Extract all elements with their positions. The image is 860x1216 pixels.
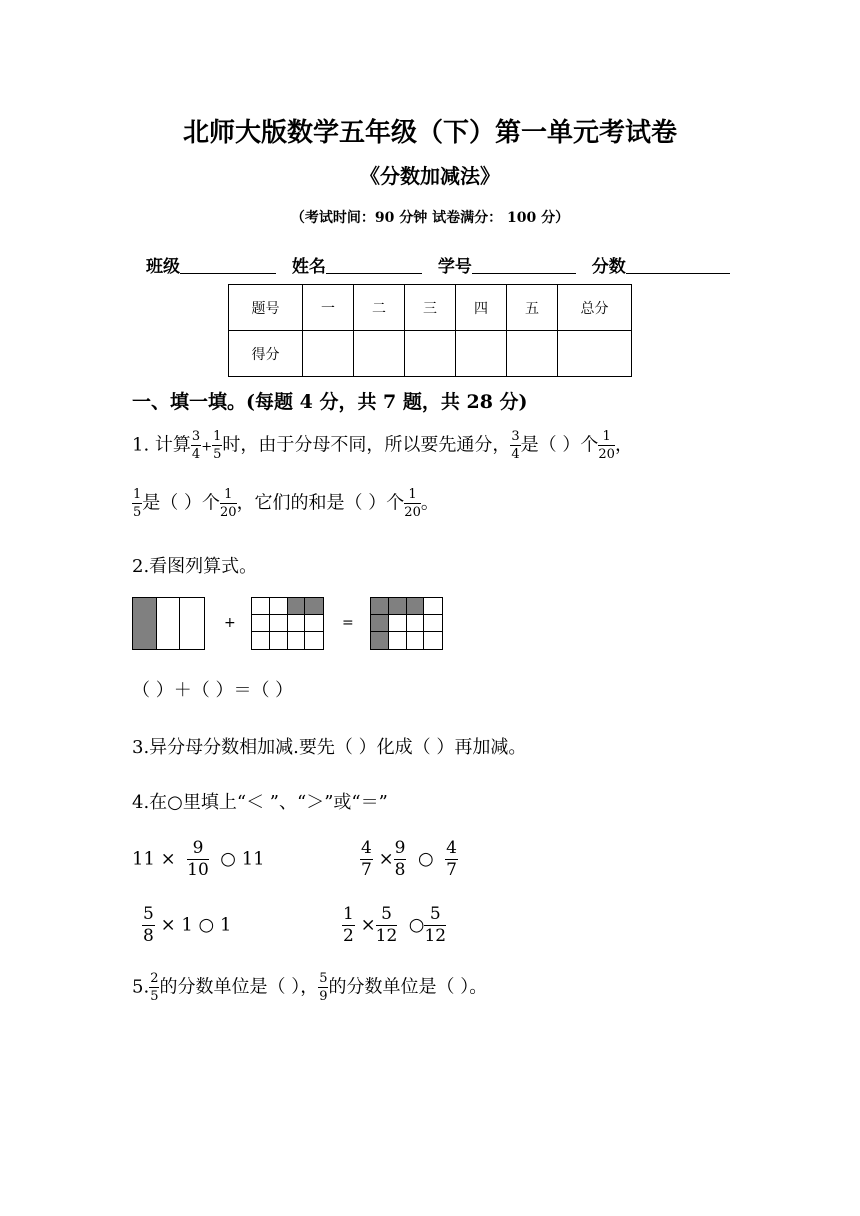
fraction: $\frac{1}{20}$ bbox=[404, 487, 421, 520]
fraction: $\frac{1}{20}$ bbox=[598, 429, 615, 462]
fraction-figure-3 bbox=[370, 597, 443, 650]
score-table-score-row bbox=[229, 331, 632, 377]
fraction: $\frac{1}{2}$ bbox=[343, 904, 354, 946]
figure-cell bbox=[305, 598, 323, 615]
q4a-left: 11 × bbox=[132, 848, 176, 870]
score-cell: 得分 bbox=[229, 331, 303, 377]
figure-cell bbox=[407, 632, 425, 649]
plus-sign: + bbox=[201, 439, 213, 455]
field-blank-name[interactable] bbox=[326, 255, 422, 274]
figure-cell bbox=[424, 615, 442, 632]
figure-plus-sign: + bbox=[224, 615, 236, 631]
figure-cell bbox=[305, 632, 323, 649]
exam-subtitle: 《分数加减法》 bbox=[360, 164, 500, 188]
fraction: $\frac{9}{8}$ bbox=[394, 838, 406, 880]
fraction: $\frac{5}{8}$ bbox=[143, 904, 154, 946]
figure-cell bbox=[270, 598, 288, 615]
question-1-line-1 bbox=[132, 430, 633, 461]
score-input-cell[interactable] bbox=[354, 331, 405, 377]
question-3-text: 3.异分母分数相加减.要先（ ）化成（ ）再加减。 bbox=[132, 737, 527, 758]
fraction: $\frac{2}{5}$ bbox=[150, 971, 159, 1004]
times-sign: × bbox=[378, 848, 394, 870]
score-input-cell[interactable] bbox=[405, 331, 456, 377]
score-input-cell[interactable] bbox=[303, 331, 354, 377]
fraction: $\frac{5}{12}$ bbox=[424, 904, 447, 946]
q4c-rest: × 1 ○ 1 bbox=[160, 914, 232, 936]
exam-title: 北师大版数学五年级（下）第一单元考试卷 bbox=[182, 118, 677, 148]
student-fields bbox=[146, 252, 740, 277]
field-label-score: 分数 bbox=[591, 257, 626, 277]
question-5 bbox=[132, 972, 487, 1003]
figure-cell bbox=[288, 632, 306, 649]
q1-text: 1. 计算 bbox=[132, 434, 191, 456]
section-heading: 一、填一填。(每题 4 分，共 7 题，共 28 分) bbox=[132, 391, 528, 413]
times-sign: × bbox=[360, 914, 376, 936]
question-2-answer: （ ）＋（ ）＝（ ） bbox=[132, 680, 294, 701]
score-cell: 总分 bbox=[558, 285, 632, 331]
figure-cell bbox=[270, 632, 288, 649]
score-cell: 一 bbox=[303, 285, 354, 331]
question-4d bbox=[342, 906, 446, 945]
score-cell: 二 bbox=[354, 285, 405, 331]
fraction-figure-1 bbox=[132, 597, 205, 650]
fraction: $\frac{1}{5}$ bbox=[133, 487, 142, 520]
figure-cell bbox=[157, 598, 181, 649]
fraction: $\frac{4}{7}$ bbox=[361, 838, 372, 880]
score-cell: 五 bbox=[507, 285, 558, 331]
figure-cell bbox=[133, 598, 157, 649]
fraction: $\frac{9}{10}$ bbox=[187, 838, 209, 880]
figure-cell bbox=[371, 598, 389, 615]
fraction: $\frac{1}{20}$ bbox=[220, 487, 237, 520]
field-blank-score[interactable] bbox=[626, 255, 730, 274]
score-input-cell[interactable] bbox=[507, 331, 558, 377]
fraction: $\frac{3}{4}$ bbox=[191, 429, 201, 462]
figure-cell bbox=[389, 598, 407, 615]
field-label-name: 姓名 bbox=[291, 257, 326, 277]
fraction: $\frac{5}{12}$ bbox=[375, 904, 398, 946]
figure-cell bbox=[407, 615, 425, 632]
question-4a bbox=[132, 840, 265, 879]
score-cell: 四 bbox=[456, 285, 507, 331]
figure-cell bbox=[407, 598, 425, 615]
figure-cell bbox=[252, 615, 270, 632]
fraction-figure-2 bbox=[251, 597, 324, 650]
q1-text: 是（ ）个 bbox=[142, 492, 221, 514]
score-input-cell[interactable] bbox=[456, 331, 507, 377]
figure-cell bbox=[180, 598, 204, 649]
figure-cell bbox=[288, 598, 306, 615]
figure-cell bbox=[252, 632, 270, 649]
compare-circle[interactable]: ○ bbox=[408, 914, 425, 936]
figure-cell bbox=[389, 632, 407, 649]
figure-equals-sign: = bbox=[342, 615, 354, 631]
q1-text: 。 bbox=[420, 492, 439, 514]
question-1-line-2 bbox=[132, 488, 439, 519]
exam-info: （考试时间：90 分钟 试卷满分： 100 分） bbox=[290, 210, 570, 226]
question-2-text: 2.看图列算式。 bbox=[132, 556, 258, 577]
q1-text: 时，由于分母不同，所以要先通分， bbox=[222, 434, 511, 456]
fraction: $\frac{3}{4}$ bbox=[511, 429, 520, 462]
question-4b bbox=[360, 840, 458, 879]
score-input-cell[interactable] bbox=[558, 331, 632, 377]
q1-text: 是（ ）个 bbox=[520, 434, 599, 456]
field-label-id: 学号 bbox=[437, 257, 472, 277]
q1-text: ，它们的和是（ ）个 bbox=[236, 492, 405, 514]
question-4-text: 4.在○里填上“＜ ”、“＞”或“＝” bbox=[132, 792, 388, 813]
figure-cell bbox=[371, 615, 389, 632]
field-label-class: 班级 bbox=[146, 257, 180, 277]
score-table-header-row bbox=[229, 285, 632, 331]
q4a-right: ○ 11 bbox=[220, 848, 265, 870]
fraction: $\frac{1}{5}$ bbox=[213, 429, 222, 462]
fraction: $\frac{4}{7}$ bbox=[446, 838, 457, 880]
question-4c bbox=[142, 906, 231, 945]
compare-circle[interactable]: ○ bbox=[417, 848, 434, 870]
figure-cell bbox=[424, 632, 442, 649]
field-blank-id[interactable] bbox=[472, 255, 576, 274]
q1-text: ， bbox=[614, 434, 633, 456]
field-blank-class[interactable] bbox=[180, 255, 276, 274]
figure-cell bbox=[288, 615, 306, 632]
figure-cell bbox=[389, 615, 407, 632]
score-cell: 题号 bbox=[229, 285, 303, 331]
figure-cell bbox=[371, 632, 389, 649]
figure-cell bbox=[270, 615, 288, 632]
figure-cell bbox=[305, 615, 323, 632]
fraction: $\frac{5}{9}$ bbox=[319, 971, 328, 1004]
score-cell: 三 bbox=[405, 285, 456, 331]
figure-cell bbox=[252, 598, 270, 615]
q5-text: 的分数单位是（ ）。 bbox=[328, 976, 488, 998]
score-table bbox=[228, 284, 632, 377]
q5-text: 的分数单位是（ ）， bbox=[159, 976, 319, 998]
q5-text: 5. bbox=[132, 976, 150, 998]
figure-cell bbox=[424, 598, 442, 615]
